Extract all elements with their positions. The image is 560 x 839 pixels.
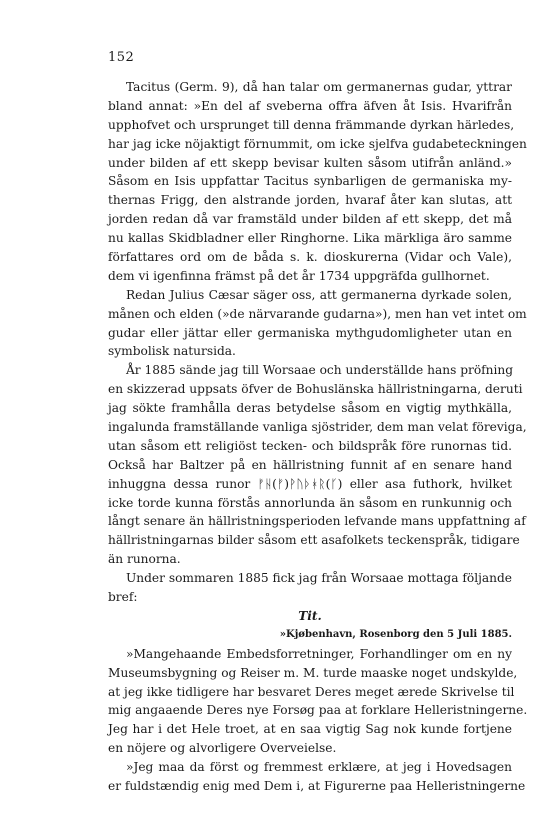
text-line: en nöjere og alvorligere Overveielse. xyxy=(108,741,337,756)
text-line: upphofvet och ursprunget till denna främmande dyrkan härledes, xyxy=(108,117,515,132)
text-line: månen och elden (»de närvarande gudarna»), men han vet intet om xyxy=(108,306,527,321)
text-line: mig angaaende Deres nye Forsøg paa at forklare Helleristningerne. xyxy=(108,703,528,718)
text-line: Såsom en Isis uppfattar Tacitus synbarligen de germaniska my- xyxy=(108,174,512,189)
text-line: nu kallas Skidbladner eller Ringhorne. Lika märkliga äro samme xyxy=(108,231,512,246)
text-line: at jeg ikke tidligere har besvaret Deres meget ærede Skrivelse til xyxy=(108,684,515,699)
text-line: har jag icke nöjaktigt förnummit, om icke sjelfva gudabeteckningen xyxy=(108,136,527,151)
text-line: ingalunda framställande vanliga sjöstrider, dem man velat föreviga, xyxy=(108,420,527,435)
text-line: Tit. xyxy=(298,608,322,623)
text-line: Redan Julius Cæsar säger oss, att germanerna dyrkade solen, xyxy=(126,287,512,302)
text-line: jag sökte framhålla deras betydelse såsom en vigtig mythkälla, xyxy=(108,401,512,416)
text-line: »Mangehaande Embedsforretninger, Forhandlinger om en ny xyxy=(126,646,512,661)
text-line: utan såsom ett religiöst tecken- och bildspråk före runornas tid. xyxy=(108,438,512,453)
body-text xyxy=(108,78,528,796)
text-line: thernas Frigg, den alstrande jorden, hvaraf åter kan slutas, att xyxy=(108,193,512,208)
text-line: bland annat: »En del af sveberna offra äfven åt Isis. Hvarifrån xyxy=(108,98,512,113)
text-line: dem vi igenfinna främst på det år 1734 uppgräfda gullhornet. xyxy=(108,268,490,283)
text-line: er fuldstændig enig med Dem i, at Figurerne paa Helleristningerne xyxy=(108,778,526,793)
text-line: »Kjøbenhavn, Rosenborg den 5 Juli 1885. xyxy=(279,628,512,640)
text-line: bref: xyxy=(108,590,138,605)
text-line: »Jeg maa da först og fremmest erklære, at jeg i Hovedsagen xyxy=(126,760,512,775)
text-line: långt senare än hällristningsperioden lefvande mans uppfattning af xyxy=(108,514,526,529)
text-line: en skizzerad uppsats öfver de Bohuslänska hällristningarna, deruti xyxy=(108,382,523,397)
text-line: författares ord om de båda s. k. dioskurerna (Vidar och Vale), xyxy=(108,250,512,265)
text-line: Jeg har i det Hele troet, at en saa vigtig Sag nok kunde fortjene xyxy=(108,722,512,737)
text-line: hällristningarnas bilder såsom ett asafolkets teckenspråk, tidigare xyxy=(108,533,520,548)
text-line: gudar eller jättar eller germaniska mythgudomligheter utan en xyxy=(108,325,512,340)
page-number: 152 xyxy=(108,50,135,65)
text-line: under bilden af ett skepp bevisar kulten såsom utifrån anländ.» xyxy=(108,155,512,170)
text-line: icke torde kunna förstås annorlunda än såsom en runkunnig och xyxy=(108,495,512,510)
text-line: än runorna. xyxy=(108,552,181,567)
text-line: Under sommaren 1885 fick jag från Worsaae mottaga följande xyxy=(126,571,513,586)
text-line: jorden redan då var framstäld under bilden af ett skepp, det må xyxy=(108,212,512,227)
text-line: inhuggna dessa runor ᚠᚺ(ᚠ)ᚹᚢᚦᚼᚱ(ᚴ) eller asa futhork, hvilket xyxy=(108,476,512,491)
text-line: Tacitus (Germ. 9), då han talar om germanernas gudar, yttrar xyxy=(126,80,512,94)
text-line: År 1885 sände jag till Worsaae och underställde hans pröfning xyxy=(126,363,514,378)
text-line: Också har Baltzer på en hällristning funnit af en senare hand xyxy=(108,457,512,472)
text-line: symbolisk natursida. xyxy=(108,344,236,359)
text-line: Museumsbygning og Reiser m. M. turde maaske noget undskylde, xyxy=(108,665,518,680)
